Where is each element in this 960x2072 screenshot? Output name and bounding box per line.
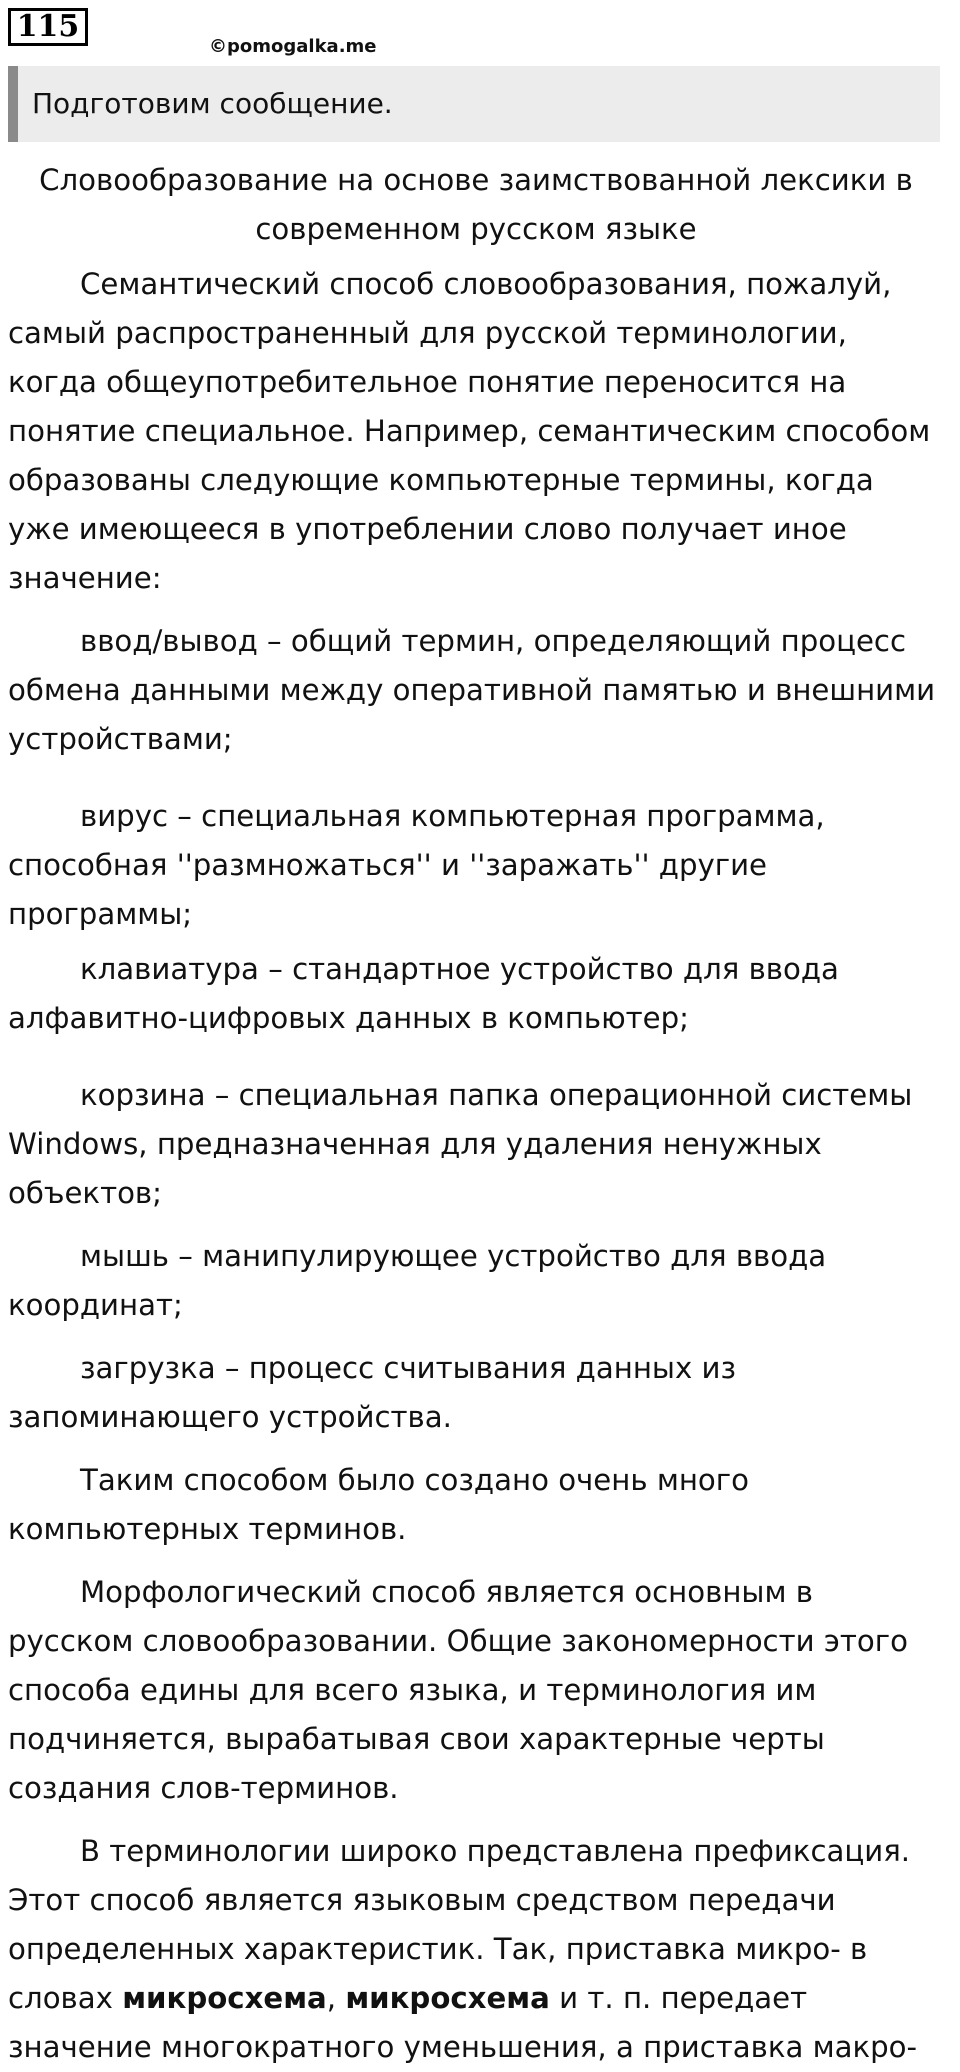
prefix-text-part2: и т. п. передает значение многократного уменьшения, а приставка макро- (8, 1981, 918, 2064)
summary-paragraph: Таким способом было создано очень много компьютерных терминов. (8, 1463, 749, 1546)
intro-paragraph: Семантический способ словообразования, пожалуй, самый распространенный для русской терминологии, когда общеупотребительное понятие переносится на понятие специальное. Например, семантическим способом образованы следующие компьютерные термины, когда уже имеющееся в употреблении слово получает иное значение: (8, 267, 931, 595)
term-paragraph-mouse: мышь – манипулирующее устройство для ввода координат; (8, 1239, 827, 1322)
term-paragraph-keyboard: клавиатура – стандартное устройство для ввода алфавитно-цифровых данных в компьютер; (8, 952, 839, 1035)
term-paragraph-recycle-bin: корзина – специальная папка операционной системы Windows, предназначенная для удаления ненужных объектов; (8, 1078, 913, 1210)
header-text: Подготовим сообщение. (32, 87, 393, 120)
watermark: ©pomogalka.me (209, 36, 377, 57)
prefix-text-separator: , (326, 1981, 346, 2015)
header-bar (8, 66, 940, 142)
task-number-box: 115 (8, 8, 88, 46)
document-body (8, 156, 944, 2072)
term-paragraph-loading: загрузка – процесс считывания данных из запоминающего устройства. (8, 1351, 736, 1434)
bold-term-1: микросхема (122, 1981, 327, 2015)
morphology-paragraph: Морфологический способ является основным в русском словообразовании. Общие закономерности этого способа едины для всего языка, и терминология им подчиняется, вырабатывая свои характерные черты создания слов-терминов. (8, 1575, 908, 1805)
term-paragraph-input-output: ввод/вывод – общий термин, определяющий процесс обмена данными между оперативной памятью и внешними устройствами; (8, 624, 936, 756)
prefix-text-part1: В терминологии широко представлена префиксация. Этот способ является языковым средством передачи определенных характеристик. Так, приставка микро- в словах (8, 1834, 911, 2015)
prefix-paragraph (8, 1827, 944, 2072)
document-title: Словообразование на основе заимствованной лексики в современном русском языке (39, 163, 913, 246)
bold-term-2: микросхема (345, 1981, 550, 2015)
term-paragraph-virus: вирус – специальная компьютерная программа, способная ''размножаться'' и ''заражать'' другие программы; (8, 799, 825, 931)
